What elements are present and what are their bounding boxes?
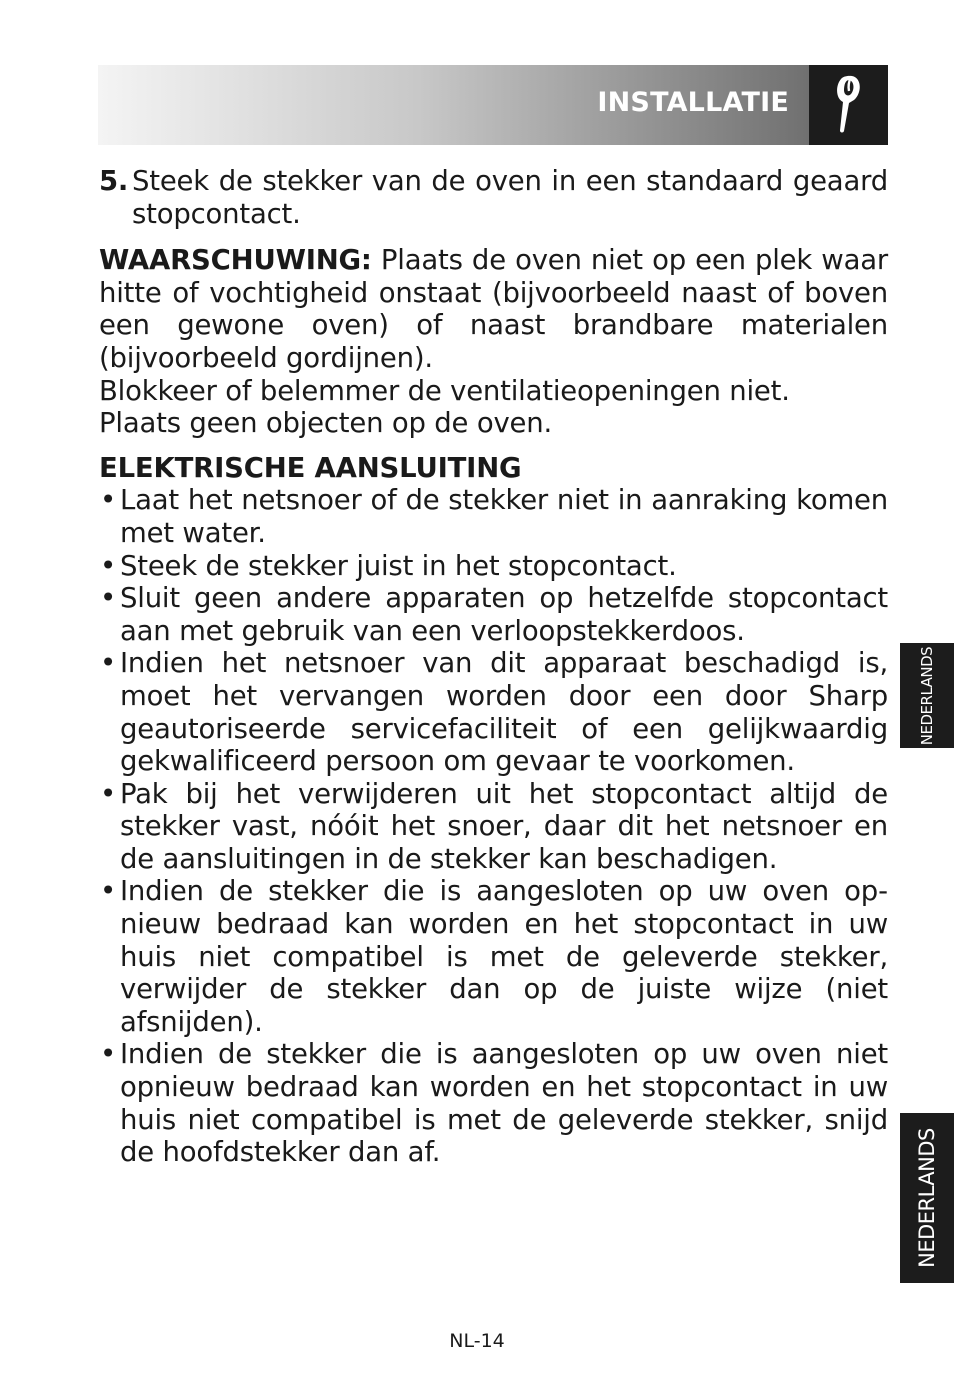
bullet-icon: • bbox=[100, 582, 117, 615]
step-text: Steek de stekker van de oven in een standaard geaard stopcontact. bbox=[132, 165, 888, 230]
section-heading: ELEKTRISCHE AANSLUITING bbox=[99, 451, 522, 484]
list-item: • Pak bij het verwijderen uit het stopcontact altijd de stekker vast, nóóit het snoer, daar dit het netsnoer en de aansluitingen in de stekker kan beschadigen. bbox=[100, 777, 888, 875]
step-5 bbox=[99, 165, 888, 230]
bullet-icon: • bbox=[100, 875, 117, 908]
note-no-objects: Plaats geen objecten op de oven. bbox=[99, 407, 553, 440]
note-ventilation: Blokkeer of belemmer de ventilatieopeningen niet. bbox=[99, 374, 790, 407]
wrench-icon bbox=[830, 73, 866, 135]
list-item: • Indien de stekker die is aangesloten op uw oven niet opnieuw bedraad kan worden en het stopcontact in uw huis niet compatibel is met de geleverde stekker, snijd de hoofdstekker dan af. bbox=[100, 1038, 888, 1169]
list-item: • Steek de stekker juist in het stopcontact. bbox=[100, 549, 677, 582]
bullet-icon: • bbox=[100, 1038, 117, 1071]
section-header-band bbox=[98, 65, 809, 145]
header-icon-box bbox=[809, 65, 888, 145]
bullet-icon: • bbox=[100, 777, 117, 810]
list-item: • Indien de stekker die is aangesloten op uw oven opnieuw bedraad kan worden en het stopcontact in uw huis niet compatibel is met de geleverde stekker, verwijder de stekker dan op de juiste wijze (niet afsnijden). bbox=[100, 875, 888, 1038]
page-number: NL-14 bbox=[449, 1330, 505, 1352]
language-tab-small bbox=[900, 643, 954, 748]
section-title: INSTALLATIE bbox=[597, 87, 789, 118]
list-item: • Indien het netsnoer van dit apparaat beschadigd is, moet het vervangen worden door een door Sharp geautoriseerde servicefaciliteit of een gelijkwaardig gekwalificeerd persoon om gevaar te voorkomen. bbox=[100, 647, 888, 778]
bullet-icon: • bbox=[100, 549, 117, 582]
list-item: • Laat het netsnoer of de stekker niet in aanraking komen met water. bbox=[100, 484, 888, 549]
bullet-icon: • bbox=[100, 647, 117, 680]
warning-paragraph bbox=[99, 244, 888, 374]
language-tab-large bbox=[900, 1113, 954, 1283]
bullet-list bbox=[99, 484, 888, 1168]
bullet-icon: • bbox=[100, 484, 117, 517]
step-number: 5. bbox=[99, 165, 129, 197]
language-tab-label: NEDERLANDS bbox=[915, 1128, 939, 1268]
warning-text: Plaats de oven niet op een plek waar hitte of vochtigheid onstaat (bijvoorbeeld naast of boven een gewone oven) of naast brandbare materialen (bijvoorbeeld gordijnen). bbox=[99, 244, 888, 374]
language-tab-label: NEDERLANDS bbox=[918, 646, 936, 745]
main-content bbox=[99, 165, 888, 1169]
warning-label: WAARSCHUWING: bbox=[99, 244, 372, 277]
list-item: • Sluit geen andere apparaten op hetzelfde stopcontact aan met gebruik van een verloopstekkerdoos. bbox=[100, 582, 888, 647]
